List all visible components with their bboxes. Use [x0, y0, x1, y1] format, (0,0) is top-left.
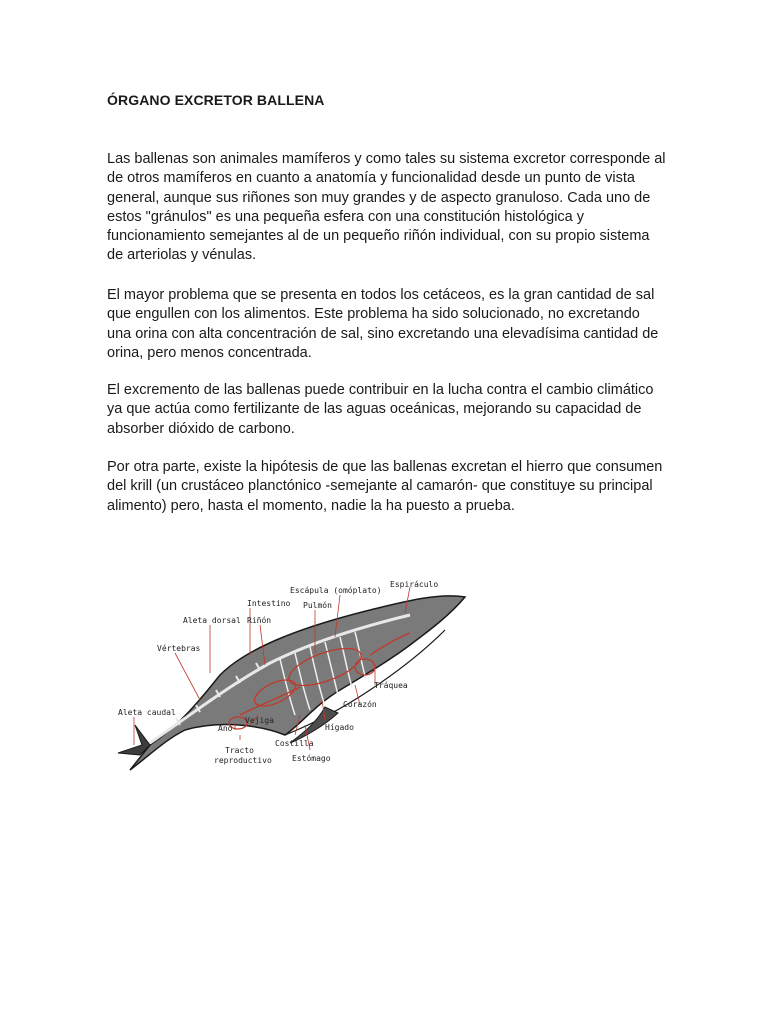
label-aleta-dorsal: Aleta dorsal [183, 616, 241, 625]
label-corazon: Corazón [343, 700, 377, 709]
paragraph-2: El mayor problema que se presenta en todos los cetáceos, es la gran cantidad de sal que engullen con los alimentos. Este problema ha sido solucionado, no excretando una orina con alta concentración de sal, sino excretando una elevadísima cantidad de orina, pero menos concentrada. [107, 287, 659, 361]
label-tracto-1: Tracto [225, 746, 254, 755]
paragraph-1: Las ballenas son animales mamíferos y como tales su sistema excretor corresponde al de otros mamíferos en cuanto a anatomía y funcionalidad desde un punto de vista general, aunque sus riñones son muy grandes y de aspecto granuloso. Cada uno de estos "gránulos" es una pequeña esfera con una constitución histológica y funcionamiento semejantes al de un pequeño riñón individual, con su propio sistema de arteriolas y vénulas. [107, 151, 666, 264]
label-tracto-2: reproductivo [214, 756, 272, 765]
document-title: ÓRGANO EXCRETOR BALLENA [107, 92, 325, 108]
label-espiraculo: Espiráculo [390, 580, 439, 589]
whale-anatomy-figure [110, 575, 480, 775]
label-vertebras: Vértebras [157, 644, 201, 653]
label-estomago: Estómago [292, 754, 331, 763]
label-aleta-caudal: Aleta caudal [118, 708, 176, 717]
label-escapula: Escápula (omóplato) [290, 586, 382, 595]
label-pulmon: Pulmón [303, 601, 332, 610]
paragraph-3: El excremento de las ballenas puede contribuir en la lucha contra el cambio climático ya que actúa como fertilizante de las aguas oceánicas, mejorando su capacidad de absorber dióxido de carbono. [107, 382, 654, 437]
label-intestino: Intestino [247, 599, 291, 608]
label-traquea: Tráquea [374, 681, 408, 690]
label-costilla: Costilla [275, 739, 314, 748]
label-higado: Hígado [325, 723, 354, 732]
label-rinon: Riñón [247, 616, 272, 625]
label-vejiga: Vejiga [245, 716, 274, 725]
paragraph-4: Por otra parte, existe la hipótesis de que las ballenas excretan el hierro que consumen del krill (un crustáceo planctónico -semejante al camarón- que constituye su principal alimento) pero, hasta el momento, nadie la ha puesto a prueba. [107, 459, 663, 514]
label-ano: Ano [218, 724, 233, 733]
whale-anatomy-illustration [110, 575, 480, 775]
